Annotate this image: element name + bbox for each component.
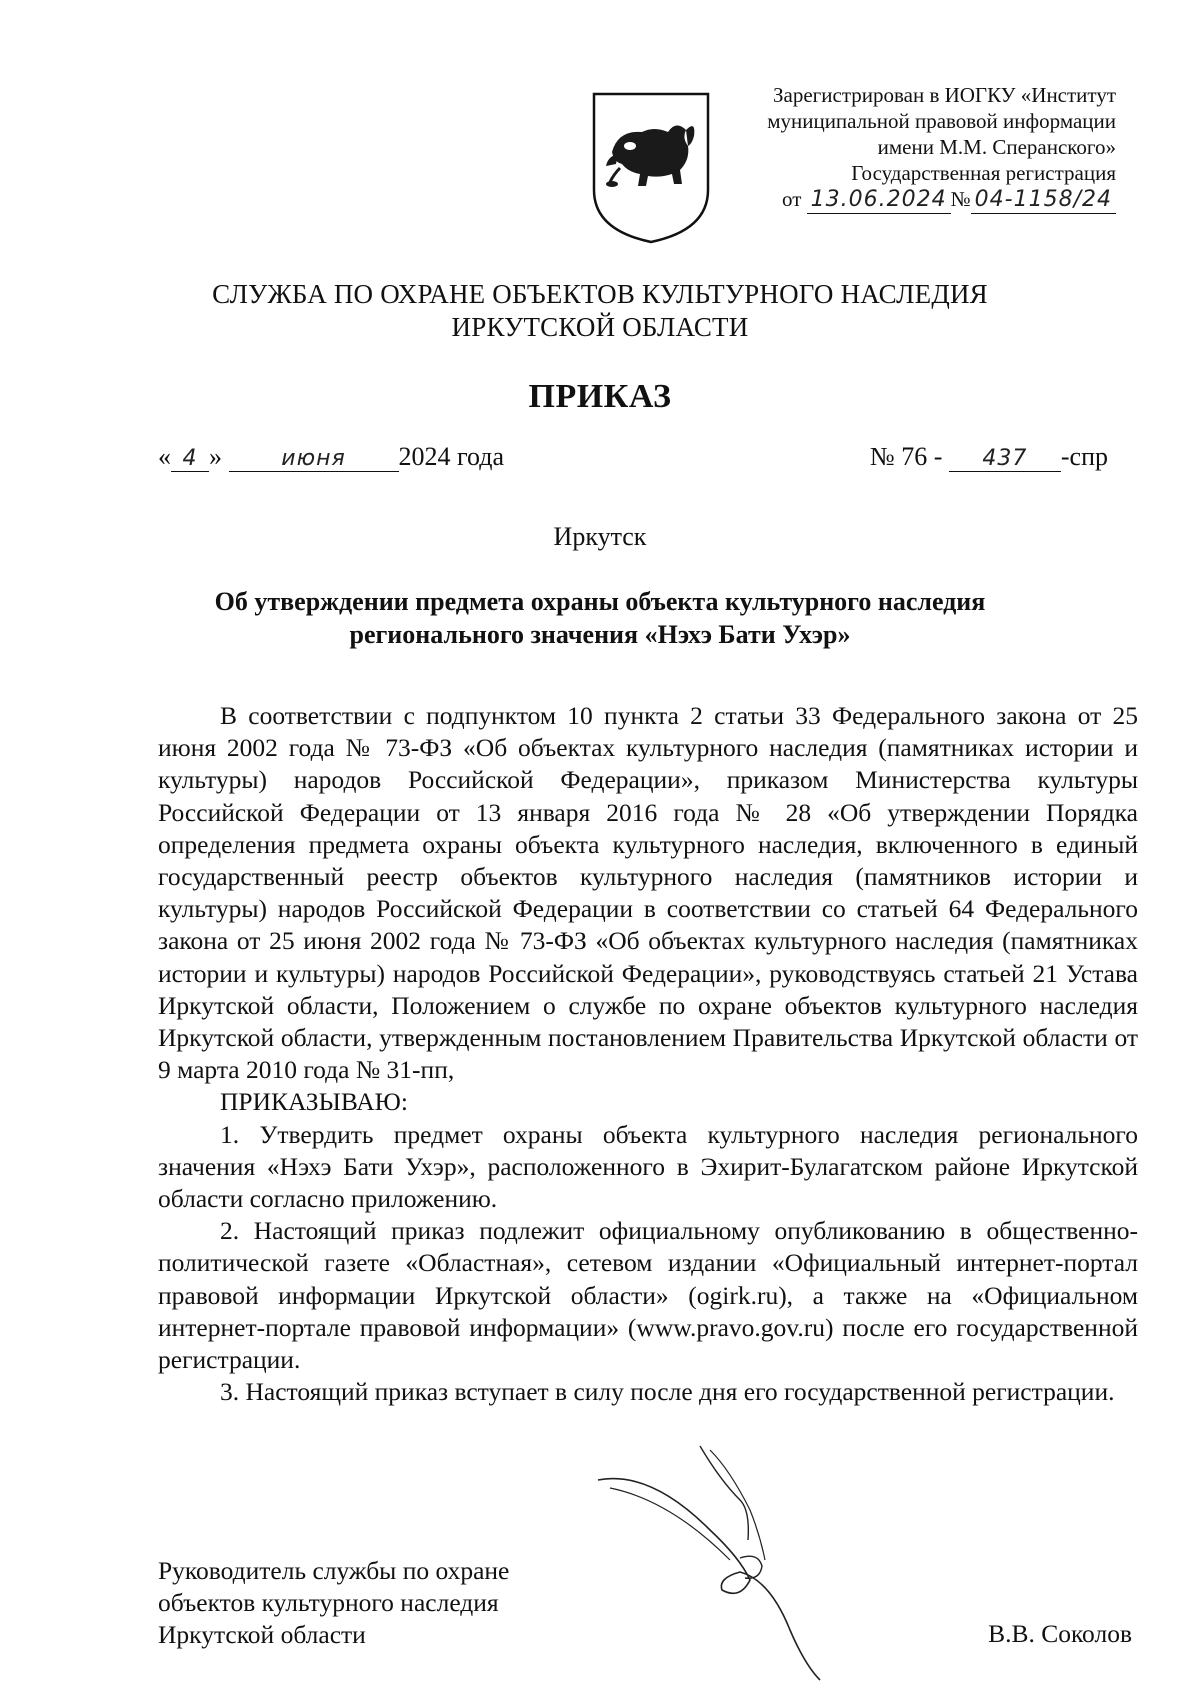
registration-line-2: муниципальной правовой информации [767, 109, 1116, 133]
order-number-suffix: -спр [1060, 442, 1108, 471]
registration-line-4: Государственная регистрация [851, 161, 1116, 185]
city-name: Иркутск [553, 522, 647, 551]
registration-line-1: Зарегистрирован в ИОГКУ «Институт [772, 83, 1116, 107]
order-subject-line-1: Об утверждении предмета охраны объекта культурного наследия [214, 587, 986, 616]
date-day: 4 [171, 446, 209, 472]
registration-from-label: от [782, 187, 802, 211]
order-number-value: 437 [949, 446, 1061, 472]
order-date [158, 442, 504, 472]
order-subject-line-2: регионального значения «Нэхэ Бати Ухэр» [349, 620, 851, 649]
agency-name-line-1: СЛУЖБА ПО ОХРАНЕ ОБЪЕКТОВ КУЛЬТУРНОГО НАСЛЕДИЯ [212, 279, 988, 309]
agency-name [0, 278, 1200, 344]
document-type-title: ПРИКАЗ [528, 378, 672, 415]
order-number [870, 442, 1108, 472]
signer-position-line-2: объектов культурного наследия [158, 1588, 499, 1617]
order-directive-word: ПРИКАЗЫВАЮ: [220, 1087, 408, 1117]
date-year: 2024 года [398, 442, 505, 471]
agency-name-line-2: ИРКУТСКОЙ ОБЛАСТИ [451, 312, 749, 342]
order-item-1: 1. Утвердить предмет охраны объекта культурного наследия регионального значения «Нэхэ Бати Ухэр», расположенного в Эхирит-Булагатском районе Иркутской области согласно приложению. [158, 1119, 1138, 1214]
handwritten-signature [590, 1440, 930, 1690]
order-subject [0, 585, 1200, 651]
order-body [158, 700, 1138, 1408]
date-open-quote: « [158, 442, 171, 471]
registration-date-line [696, 186, 1116, 214]
signer-position-line-1: Руководитель службы по охране [158, 1556, 510, 1585]
registration-date: 13.06.2024 [807, 187, 951, 214]
coat-of-arms-icon [590, 90, 712, 245]
order-item-2: 2. Настоящий приказ подлежит официальному опубликованию в общественно-политической газете «Областная», сетевом издании «Официальный интернет-портал правовой информации Иркутской области» (ogirk.ru), а также на «Официальном интернет-портале правовой информации» (www.pravo.gov.ru) после его государственной регистрации. [158, 1216, 1138, 1375]
registration-line-3: имени М.М. Сперанского» [877, 135, 1116, 159]
date-month: июня [229, 446, 399, 472]
registration-stamp [696, 82, 1116, 214]
date-close-quote: » [209, 442, 222, 471]
signer-name: В.В. Соколов [988, 1619, 1132, 1648]
signer-position-line-3: Иркутской области [158, 1620, 366, 1649]
order-preamble: В соответствии с подпунктом 10 пункта 2 статьи 33 Федерального закона от 25 июня 2002 года № 73-ФЗ «Об объектах культурного наследия (памятниках истории и культуры) народов Российской Федерации», приказом Министерства культуры Российской Федерации от 13 января 2016 года № 28 «Об утверждении Порядка определения предмета охраны объекта культурного наследия, включенного в единый государственный реестр объектов культурного наследия (памятников истории и культуры) народов Российской Федерации в соответствии со статьей 64 Федерального закона от 25 июня 2002 года № 73-ФЗ «Об объектах культурного наследия (памятниках истории и культуры) народов Российской Федерации», руководствуясь статьей 21 Устава Иркутской области, Положением о службе по охране объектов культурного наследия Иркутской области, утвержденным постановлением Правительства Иркутской области от 9 марта 2010 года № 31-пп, [158, 701, 1138, 1085]
registration-number-label: № [950, 187, 971, 211]
signer-position [158, 1555, 568, 1651]
order-number-prefix: № 76 - [869, 442, 943, 471]
order-item-3: 3. Настоящий приказ вступает в силу после дня его государственной регистрации. [220, 1377, 1115, 1407]
registration-number: 04-1158/24 [971, 187, 1116, 214]
